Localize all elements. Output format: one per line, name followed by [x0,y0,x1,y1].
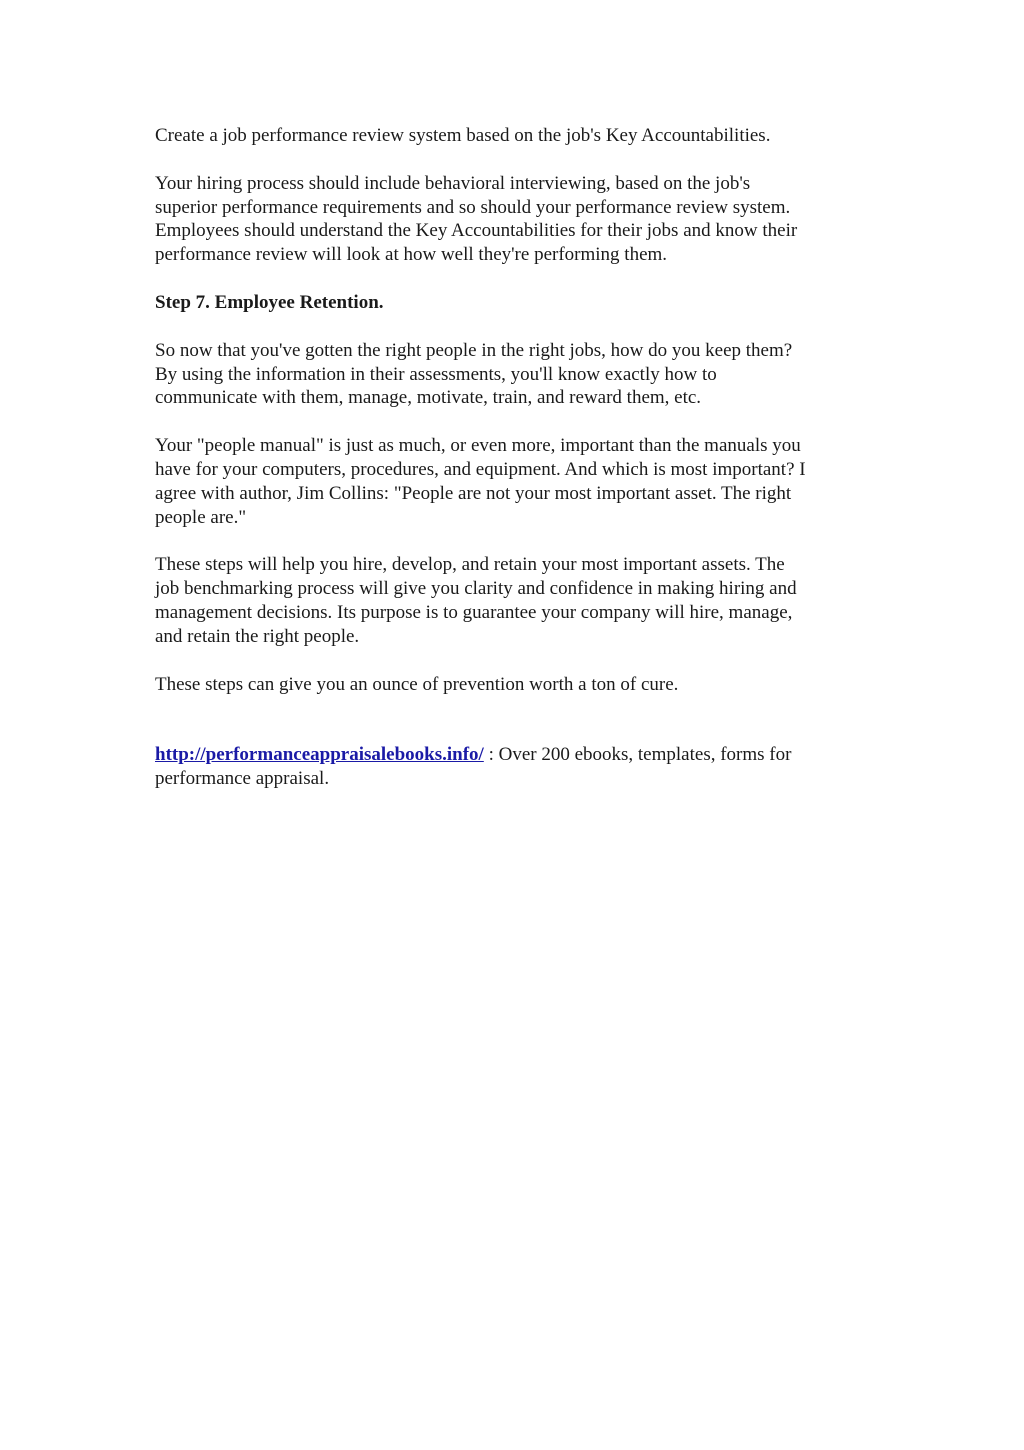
text-line: people are." [155,506,247,528]
text-line: Your hiring process should include behavioral interviewing, based on the job's [155,172,751,194]
text-line: management decisions. Its purpose is to guarantee your company will hire, manage, [155,601,793,623]
text-line: communicate with them, manage, motivate, train, and reward them, etc. [155,387,702,409]
heading-employee-retention: Step 7. Employee Retention. [155,291,384,313]
text-line: performance review will look at how well they're performing them. [155,244,668,266]
footer-line-1 [155,743,875,767]
text-line: Create a job performance review system based on the job's Key Accountabilities. [155,125,771,146]
footer-description: : Over 200 ebooks, templates, forms for [483,744,792,766]
paragraph-review-system [155,124,875,148]
paragraph-steps-help [155,553,875,648]
footer-line-2: performance appraisal. [155,768,330,790]
paragraph-keep-them [155,339,875,410]
text-line: agree with author, Jim Collins: "People are not your most important asset. The right [155,482,792,504]
text-line: By using the information in their assessments, you'll know exactly how to [155,363,717,385]
paragraph-hiring-process [155,172,875,267]
text-line: So now that you've gotten the right people in the right jobs, how do you keep them? [155,339,793,361]
paragraph-people-manual [155,434,875,529]
paragraph-prevention [155,673,875,697]
footer-note [155,743,875,791]
text-line: These steps will help you hire, develop, and retain your most important assets. The [155,554,785,576]
text-line: job benchmarking process will give you clarity and confidence in making hiring and [155,578,797,600]
text-line: Employees should understand the Key Accountabilities for their jobs and know their [155,220,798,242]
text-line: Your "people manual" is just as much, or even more, important than the manuals you [155,435,801,457]
text-line: superior performance requirements and so should your performance review system. [155,196,791,218]
text-line: These steps can give you an ounce of prevention worth a ton of cure. [155,673,679,695]
document-body [155,124,875,815]
ebooks-link[interactable]: http://performanceappraisalebooks.info/ [155,744,484,766]
text-line: have for your computers, procedures, and equipment. And which is most important? I [155,458,806,480]
text-line: and retain the right people. [155,625,360,647]
